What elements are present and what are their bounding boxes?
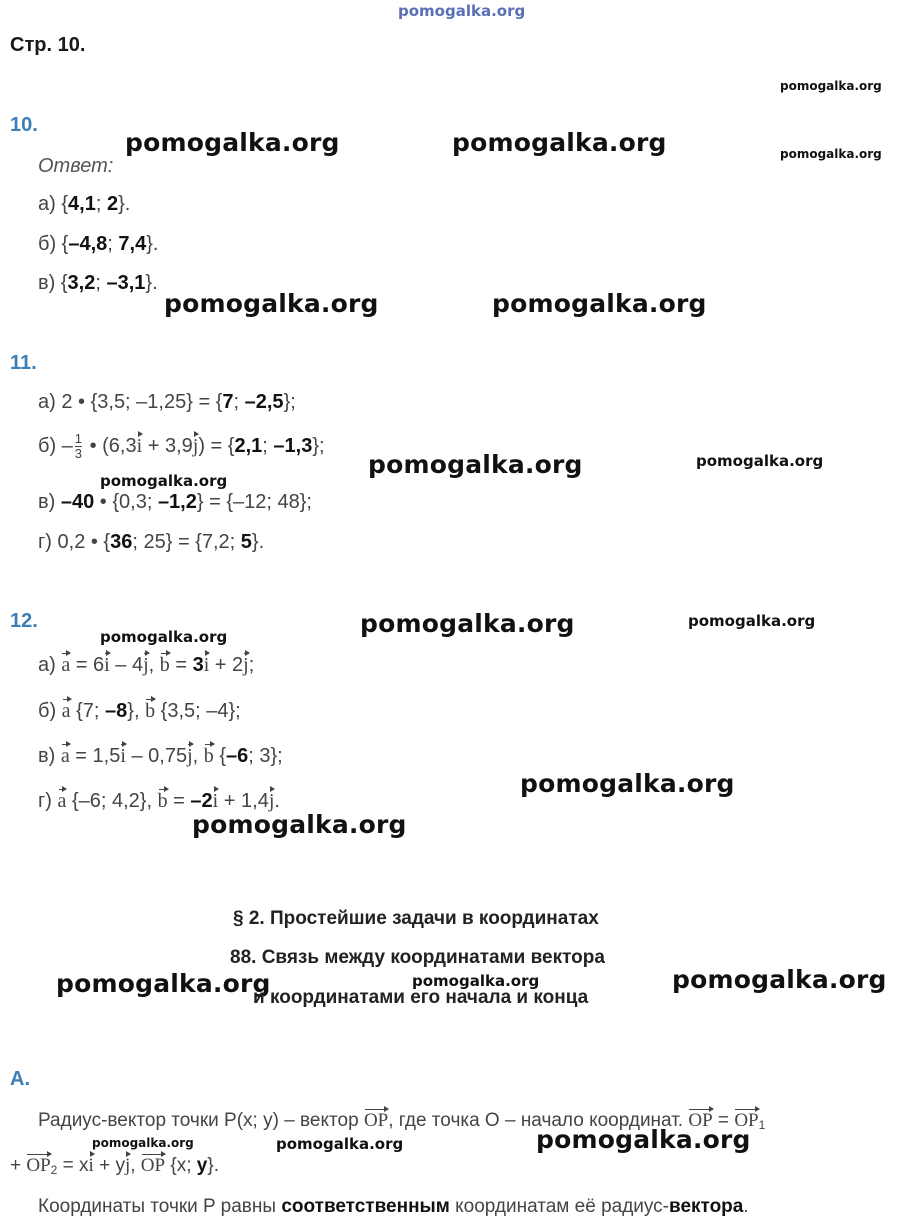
task11-answer-d: г) 0,2 • {36; 25} = {7,2; 5}. <box>38 531 265 553</box>
watermark: pomogalka.org <box>276 1135 404 1153</box>
section-title: § 2. Простейшие задачи в координатах <box>233 908 599 929</box>
top-watermark: pomogalka.org <box>398 2 526 20</box>
task-number-11: 11. <box>10 352 37 374</box>
watermark: pomogalka.org <box>125 128 340 157</box>
watermark: pomogalka.org <box>192 810 407 839</box>
watermark: pomogalka.org <box>412 972 540 990</box>
part-a-label: A. <box>10 1068 30 1090</box>
task12-answer-d: г) a {–6; 4,2}, b = –2i + 1,4j. <box>38 790 280 812</box>
watermark: pomogalka.org <box>492 289 707 318</box>
part-a-line3: Координаты точки P равны соответственным координатам её радиус-вектора. <box>38 1196 749 1217</box>
watermark: pomogalka.org <box>780 147 882 161</box>
task12-answer-a: а) a = 6i – 4j, b = 3i + 2j; <box>38 654 255 676</box>
watermark: pomogalka.org <box>696 452 824 470</box>
task10-answer-c: в) {3,2; –3,1}. <box>38 272 158 294</box>
task12-answer-c: в) a = 1,5i – 0,75j, b {–6; 3}; <box>38 745 283 767</box>
page-heading: Стр. 10. <box>10 34 86 56</box>
watermark: pomogalka.org <box>688 612 816 630</box>
watermark: pomogalka.org <box>368 450 583 479</box>
subsection-title-line1: 88. Связь между координатами вектора <box>230 947 605 968</box>
part-a-line2: + $OP_2$ = xi + yj, OP {x; y}. <box>10 1155 219 1177</box>
task12-answer-b: б) a {7; –8}, b {3,5; –4}; <box>38 700 241 722</box>
task10-answer-a: а) {4,1; 2}. <box>38 193 131 215</box>
fraction: $\frac{1}{3}$ <box>74 431 83 461</box>
watermark: pomogalka.org <box>520 769 735 798</box>
watermark: pomogalka.org <box>92 1136 194 1150</box>
answer-label: Ответ: <box>38 155 114 177</box>
watermark: pomogalka.org <box>360 609 575 638</box>
task-number-12: 12. <box>10 610 38 632</box>
watermark: pomogalka.org <box>100 628 228 646</box>
watermark: pomogalka.org <box>780 79 882 93</box>
part-a-line1: Радиус-вектор точки P(x; y) – вектор OP, где точка O – начало координат. OP = $OP_1$ <box>38 1110 766 1132</box>
watermark: pomogalka.org <box>56 969 271 998</box>
task11-answer-c: в) –40 • {0,3; –1,2} = {–12; 48}; <box>38 491 312 513</box>
task-number-10: 10. <box>10 114 38 136</box>
task11-answer-a: а) 2 • {3,5; –1,25} = {7; –2,5}; <box>38 391 296 413</box>
task11-answer-b: б) – $\frac{1}{3}$ • (6,3i + 3,9j) = {2,1; –1,3}; <box>38 431 325 461</box>
watermark: pomogalka.org <box>672 965 887 994</box>
subsection-title-line2: и координатами его начала и конца <box>253 987 589 1008</box>
watermark: pomogalka.org <box>452 128 667 157</box>
watermark: pomogalka.org <box>536 1125 751 1154</box>
watermark: pomogalka.org <box>164 289 379 318</box>
watermark: pomogalka.org <box>100 472 228 490</box>
task10-answer-b: б) {–4,8; 7,4}. <box>38 233 159 255</box>
